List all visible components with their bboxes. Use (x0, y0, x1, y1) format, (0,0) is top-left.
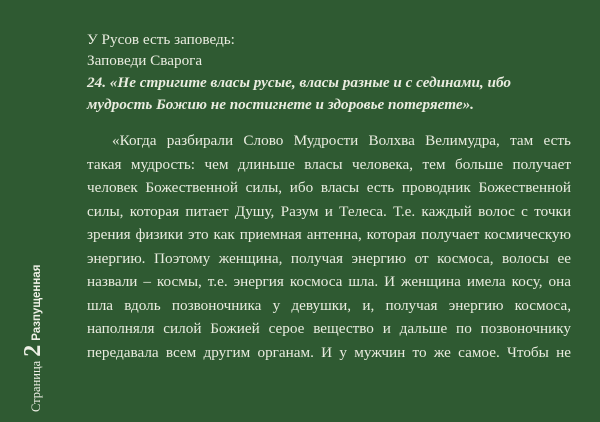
heading-line-1: У Русов есть заповедь: (87, 31, 235, 48)
paragraph-line: энергию. Поэтому женщина, получая энергию от космоса, волосы ее (87, 249, 571, 267)
paragraph-line: наполняля силой Божией серое вещество и дальше по позвоночнику (87, 320, 571, 337)
quote-line-1: 24. «Не стригите власы русые, власы разные и с сединами, ибо (87, 74, 511, 91)
paragraph-line: такая мудрость: чем длиньше власы человека, тем больше получает (87, 155, 571, 173)
quote-line-2: мудрость Божию не постигнете и здоровье потеряете». (87, 96, 474, 113)
paragraph-line: назвали – космы, т.е. энергия космоса шла. И женщина имела косу, она (87, 273, 571, 290)
paragraph-line: силы, которая питает Душу, Разум и Телеса. Т.е. каждый волос с точки (87, 202, 571, 220)
paragraph-line: «Когда разбирали Слово Мудрости Волхва Велимудра, там есть (112, 132, 571, 149)
page-word: Страница (29, 360, 43, 412)
paragraph-line: зрения физики это как приемная антенна, которая получает космическую (87, 226, 571, 243)
body-paragraph (87, 129, 571, 364)
paragraph-line: передавала всем другим органам. И у мужчин то же самое. Чтобы не (87, 343, 571, 361)
page-number: 2 (20, 344, 46, 357)
section-word: Разпущенная (31, 264, 43, 341)
paragraph-line: шла вдоль позвоночника у девушки, и, получая энергию космоса, (87, 296, 571, 314)
page-number-sidebar (20, 264, 46, 412)
paragraph-line: человек Божественной силы, ибо власы есть проводник Божественной (87, 179, 571, 196)
heading-line-2: Заповеди Сварога (87, 52, 203, 69)
